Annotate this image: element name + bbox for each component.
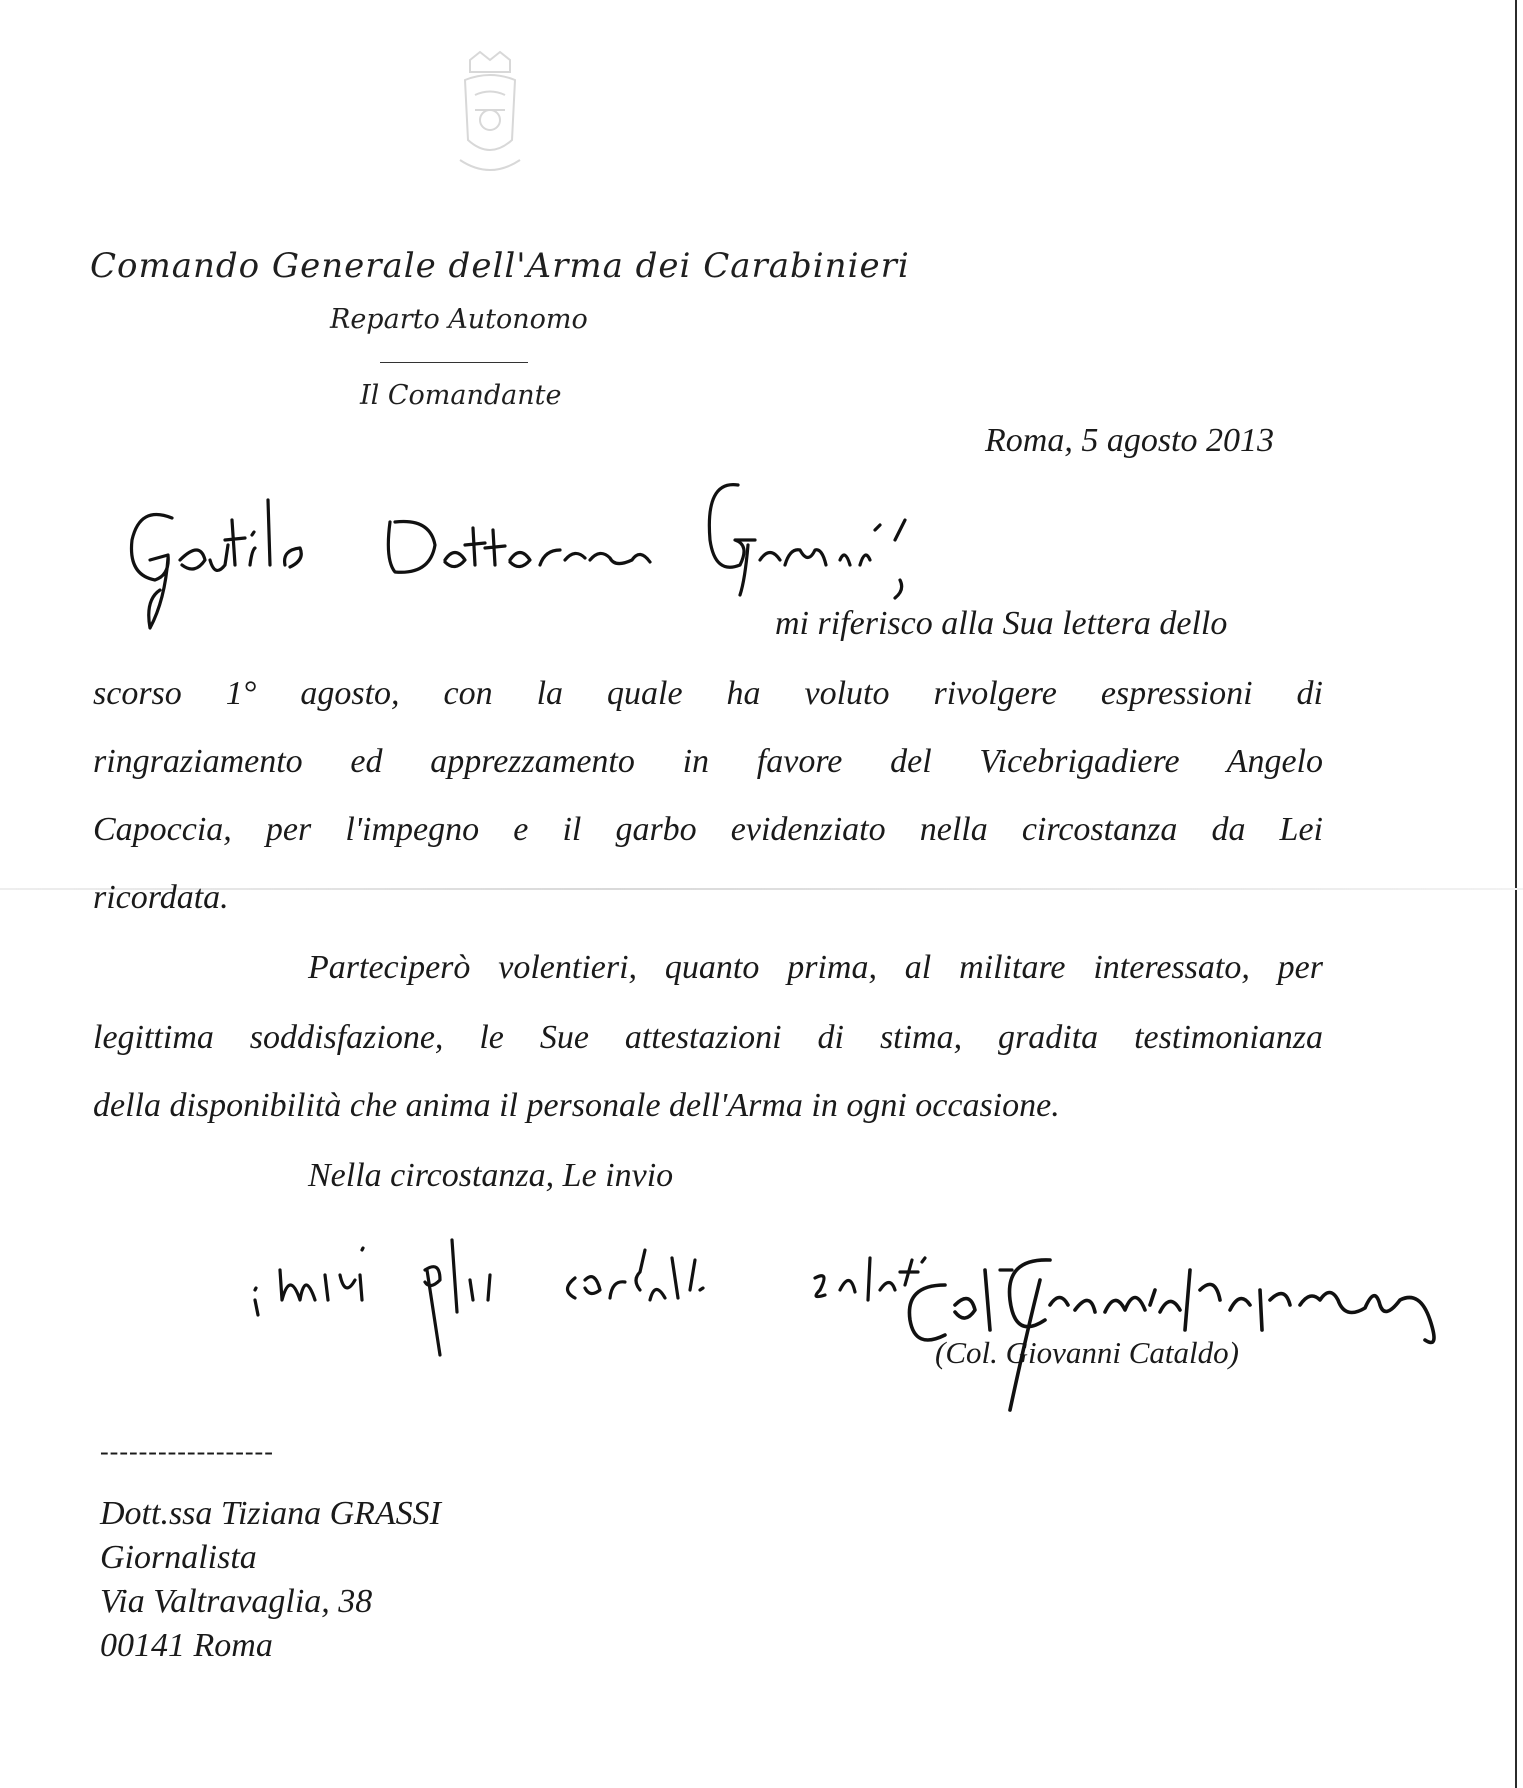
body-p2-line1: Parteciperò volentieri, quanto prima, al militare interessato, per	[308, 949, 1323, 986]
signature-typed-name: (Col. Giovanni Cataldo)	[935, 1335, 1239, 1370]
address-separator: ------------------	[100, 1437, 274, 1466]
paper-edge	[1515, 0, 1517, 1788]
letter-date: Roma, 5 agosto 2013	[985, 422, 1274, 459]
body-p2-line2: legittima soddisfazione, le Sue attestazioni di stima, gradita testimonianza	[93, 1019, 1323, 1056]
letterhead-department: Reparto Autonomo	[330, 304, 588, 335]
body-p1-line4: Capoccia, per l'impegno e il garbo evidenziato nella circostanza da Lei	[93, 811, 1323, 848]
body-p1-line2: scorso 1° agosto, con la quale ha voluto rivolgere espressioni di	[93, 675, 1323, 712]
letterhead-role: Il Comandante	[360, 380, 562, 411]
recipient-street: Via Valtravaglia, 38	[100, 1583, 373, 1620]
body-p1-line1: mi riferisco alla Sua lettera dello	[775, 605, 1228, 642]
letterhead-title: Comando Generale dell'Arma dei Carabinieri	[90, 246, 910, 286]
body-p3-line1: Nella circostanza, Le invio	[308, 1157, 674, 1194]
recipient-city: 00141 Roma	[100, 1627, 273, 1664]
body-p1-line5: ricordata.	[93, 879, 229, 916]
letterhead-divider	[380, 362, 528, 363]
recipient-role: Giornalista	[100, 1539, 257, 1576]
embossed-crest-icon	[440, 50, 540, 190]
body-p1-line3: ringraziamento ed apprezzamento in favore del Vicebrigadiere Angelo	[93, 743, 1323, 780]
handwritten-closing	[255, 1240, 1012, 1355]
recipient-name: Dott.ssa Tiziana GRASSI	[100, 1495, 441, 1532]
body-p2-line3: della disponibilità che anima il personale dell'Arma in ogni occasione.	[93, 1087, 1060, 1124]
